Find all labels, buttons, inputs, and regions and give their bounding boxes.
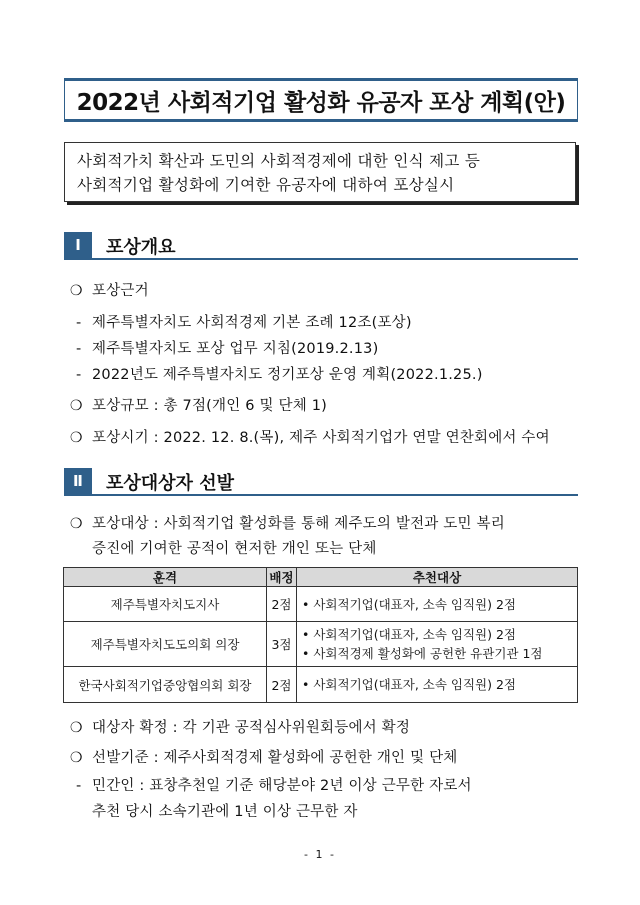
table-row (64, 622, 578, 667)
basis-heading (70, 279, 149, 300)
civilian-line-2: 추천 당시 소속기관에 1년 이상 근무한 자 (92, 804, 358, 820)
confirm-line (70, 716, 410, 737)
criteria-text: 선발기준 : 제주사회적경제 활성화에 공헌한 개인 및 단체 (92, 750, 458, 766)
document-title-box (64, 78, 578, 122)
summary-box (64, 142, 576, 202)
section-2-header (64, 468, 578, 496)
dash-icon: - (76, 315, 82, 331)
table-row (64, 587, 578, 622)
bullet-icon: ❍ (70, 430, 83, 446)
recommend-item: • 사회적기업(대표자, 소속 임직원) 2점 (302, 596, 516, 612)
timing-line (70, 426, 550, 447)
scale-text: 포상규모 : 총 7점(개인 6 및 단체 1) (92, 398, 328, 414)
document-title: 2022년 사회적기업 활성화 유공자 포상 계획(안) (76, 89, 566, 116)
dash-icon: - (76, 778, 82, 794)
scale-line (70, 394, 327, 415)
section-1-header (64, 232, 578, 260)
basis-item-text: 제주특별자치도 사회적경제 기본 조례 12조(포상) (92, 315, 412, 331)
basis-label: 포상근거 (92, 283, 149, 299)
recommend-item: • 사회적기업(대표자, 소속 임직원) 2점 (302, 677, 516, 692)
recommend-cell (297, 667, 578, 703)
criteria-line (70, 746, 458, 767)
section-2-rule (64, 494, 578, 496)
section-1-number: Ⅰ (64, 232, 92, 258)
count-cell: 2점 (267, 667, 297, 703)
summary-line-2: 사회적기업 활성화에 기여한 유공자에 대하여 포상실시 (77, 176, 455, 194)
section-1-title: 포상개요 (106, 237, 176, 258)
bullet-icon: ❍ (70, 516, 83, 532)
basis-item (76, 311, 412, 332)
section-2-number: Ⅱ (64, 468, 92, 494)
basis-item (76, 363, 483, 384)
table-header-row (64, 568, 578, 587)
count-cell: 2점 (267, 587, 297, 622)
page-number: - 1 - (304, 848, 336, 861)
section-1-rule (64, 258, 578, 260)
target-line-1 (70, 512, 505, 533)
section-2-title: 포상대상자 선발 (106, 473, 234, 494)
confirm-text: 대상자 확정 : 각 기관 공적심사위원회등에서 확정 (92, 720, 411, 736)
recommend-cell (297, 587, 578, 622)
header-grade: 훈격 (64, 568, 267, 587)
table-row (64, 667, 578, 703)
award-table (63, 567, 578, 703)
civilian-text-1: 민간인 : 표창추천일 기준 해당분야 2년 이상 근무한 자로서 (92, 778, 472, 794)
target-line-2: 증진에 기여한 공적이 현저한 개인 또는 단체 (92, 541, 377, 557)
bullet-icon: ❍ (70, 398, 83, 414)
bullet-icon: ❍ (70, 750, 83, 766)
dash-icon: - (76, 341, 82, 357)
dash-icon: - (76, 367, 82, 383)
bullet-icon: ❍ (70, 720, 83, 736)
basis-item (76, 337, 378, 358)
recommend-item: • 사회적기업(대표자, 소속 임직원) 2점 (302, 627, 516, 642)
header-count: 배정 (267, 568, 297, 587)
grade-cell: 제주특별자치도도의회 의장 (64, 622, 267, 667)
basis-item-text: 제주특별자치도 포상 업무 지침(2019.2.13) (92, 341, 379, 357)
timing-text: 포상시기 : 2022. 12. 8.(목), 제주 사회적기업가 연말 연찬회에서 수여 (92, 430, 550, 446)
target-text-1: 포상대상 : 사회적기업 활성화를 통해 제주도의 발전과 도민 복리 (92, 516, 505, 532)
grade-cell: 한국사회적기업중앙협의회 회장 (64, 667, 267, 703)
recommend-cell (297, 622, 578, 667)
recommend-item: • 사회적경제 활성화에 공헌한 유관기관 1점 (302, 646, 543, 661)
grade-cell: 제주특별자치도지사 (64, 587, 267, 622)
count-cell: 3점 (267, 622, 297, 667)
basis-item-text: 2022년도 제주특별자치도 정기포상 운영 계획(2022.1.25.) (92, 367, 483, 383)
civilian-line-1 (76, 774, 472, 795)
bullet-icon: ❍ (70, 283, 83, 299)
summary-line-1: 사회적가치 확산과 도민의 사회적경제에 대한 인식 제고 등 (77, 152, 481, 170)
header-recommend: 추천대상 (297, 568, 578, 587)
